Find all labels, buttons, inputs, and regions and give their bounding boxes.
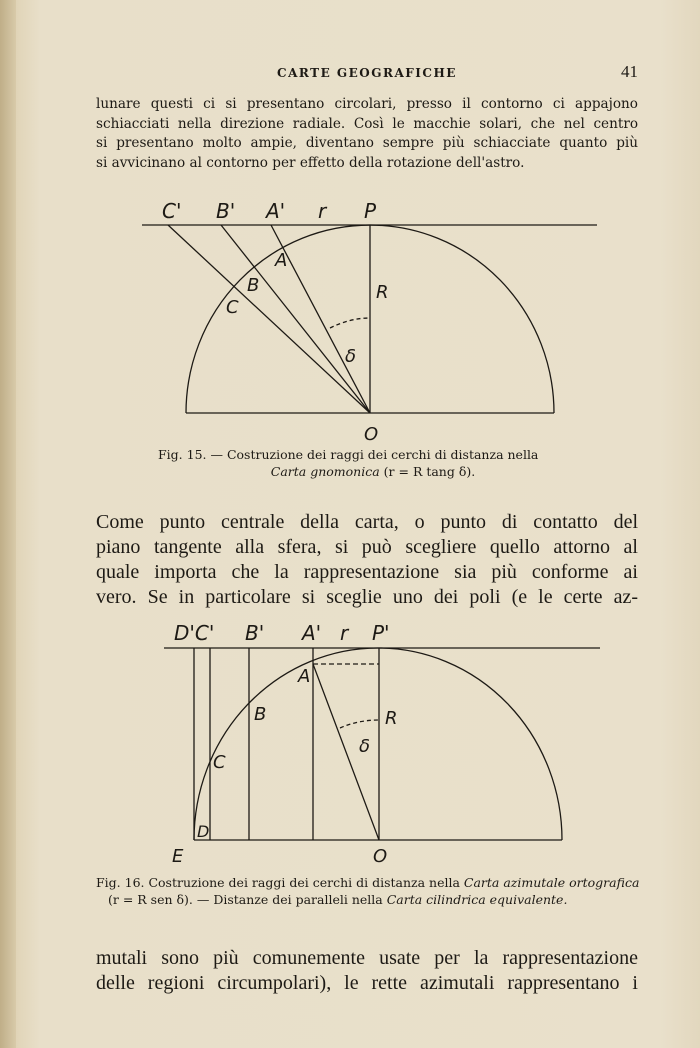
caption-text: Fig. 16. Costruzione dei raggi dei cerchi di distanza nella <box>96 875 460 890</box>
paragraph-line: Come punto centrale della carta, o punto di contatto del <box>96 511 638 533</box>
paragraph-line: mutali sono più comunemente usate per la rappresentazione <box>96 947 638 969</box>
caption-italic: Carta gnomonica <box>270 464 380 479</box>
label-b: B <box>254 704 267 725</box>
label-e: E <box>172 846 184 867</box>
paragraph-line: vero. Se in particolare si sceglie uno dei poli (e le certe az- <box>96 586 638 608</box>
caption-line <box>96 874 642 891</box>
paragraph-line: delle regioni circumpolari), le rette azimutali rappresentano i <box>96 972 638 994</box>
label-r: r <box>318 199 327 223</box>
paragraph-line: si avvicinano al contorno per effetto della rotazione dell'astro. <box>96 154 525 171</box>
label-b: B <box>247 275 260 296</box>
label-delta: δ <box>359 736 371 757</box>
caption-formula: (r = R tang δ). <box>383 464 476 479</box>
label-d: D <box>197 822 210 841</box>
label-d-c-prime: D'C' <box>174 621 215 645</box>
label-p: P <box>364 199 377 223</box>
label-big-r: R <box>376 282 389 303</box>
paragraph-line: schiacciati nella direzione radiale. Così le macchie solari, che nel centro <box>96 115 638 132</box>
label-o: O <box>364 424 379 445</box>
label-a: A <box>275 250 288 271</box>
label-o: O <box>373 846 388 867</box>
delta-arc <box>340 720 379 728</box>
caption-line: Fig. 15. — Costruzione dei raggi dei cerchi di distanza nella <box>158 447 539 462</box>
caption-italic: Carta cilindrica equivalente. <box>386 892 568 907</box>
label-c-prime: C' <box>162 199 182 223</box>
label-a-prime: A' <box>302 621 322 645</box>
label-p-prime: P' <box>372 621 390 645</box>
caption-text: (r = R sen δ). — Distanze dei paralleli nella <box>108 892 383 907</box>
paragraph-line: lunare questi ci si presentano circolari, presso il contorno ci appajono <box>96 96 638 112</box>
label-a-prime: A' <box>266 199 286 223</box>
label-b-prime: B' <box>216 199 236 223</box>
caption-italic: Carta azimutale ortografica <box>463 875 640 890</box>
paragraph-line: quale importa che la rappresentazione sia più conforme ai <box>96 561 638 583</box>
label-a: A <box>298 666 311 687</box>
label-delta: δ <box>345 346 357 367</box>
label-big-r: R <box>385 708 398 729</box>
label-c: C <box>226 297 239 318</box>
running-head: CARTE GEOGRAFICHE <box>277 66 457 80</box>
label-r: r <box>340 621 349 645</box>
paragraph-bottom <box>96 946 638 996</box>
paragraph-line: si presentano molto ampie, diventano sempre più schiacciate quanto più <box>96 135 638 151</box>
figure-16-caption <box>96 874 642 908</box>
page-number: 41 <box>621 62 638 81</box>
caption-line <box>96 891 642 908</box>
label-b-prime: B' <box>245 621 265 645</box>
label-c: C <box>213 752 226 773</box>
paragraph-line: piano tangente alla sfera, si può scegliere quello attorno al <box>96 536 638 558</box>
